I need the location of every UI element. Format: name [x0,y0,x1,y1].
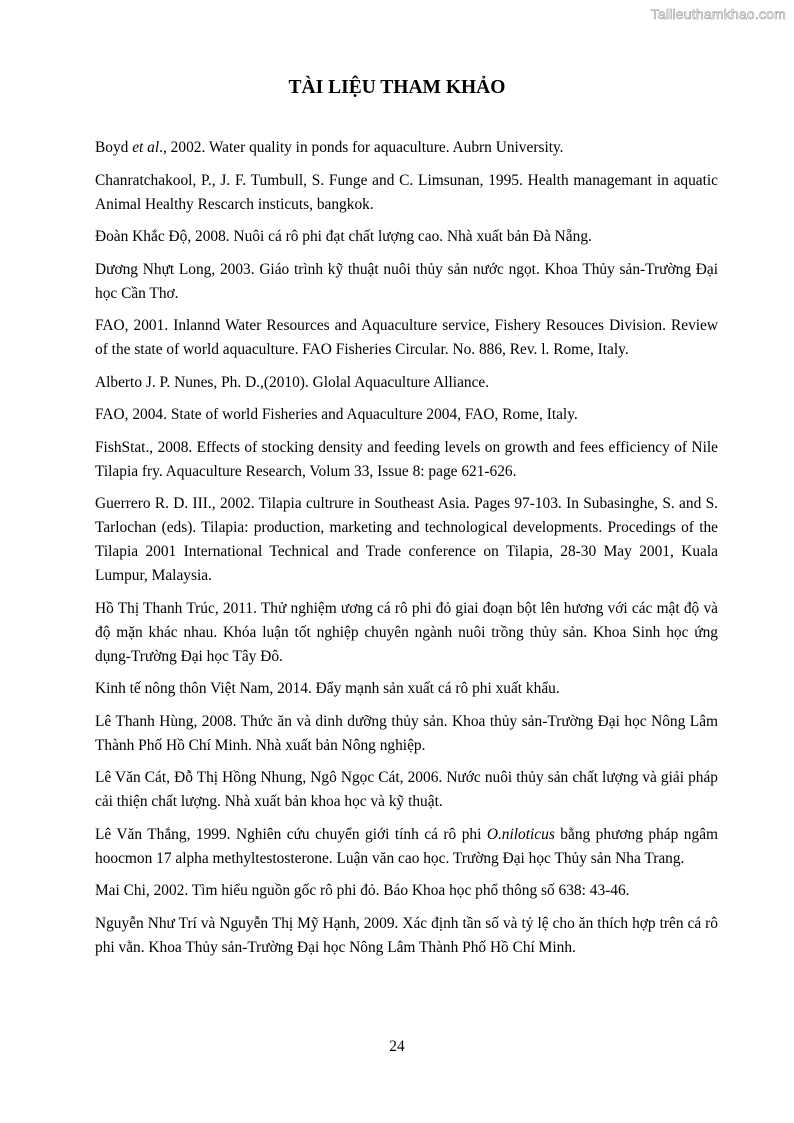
reference-text: Chanratchakool, P., J. F. Tumbull, S. Funge and C. Limsunan, 1995. Health managemant in aquatic Animal Healthy Rescarch insticuts, bangkok. [95,171,718,213]
reference-item [95,492,718,588]
reference-text: Kinh tế nông thôn Việt Nam, 2014. Đẩy mạnh sản xuất cá rô phi xuất khẩu. [95,680,560,697]
reference-text: Lê Văn Cát, Đỗ Thị Hồng Nhung, Ngô Ngọc Cát, 2006. Nước nuôi thủy sản chất lượng và giải pháp cải thiện chất lượng. Nhà xuất bản khoa học và kỹ thuật. [95,769,718,810]
reference-text: Mai Chi, 2002. Tìm hiểu nguồn gốc rô phi đỏ. Báo Khoa học phổ thông số 638: 43-46. [95,882,630,899]
reference-item [95,912,718,960]
reference-item [95,597,718,669]
reference-text: Boyd [95,139,133,156]
reference-item [95,371,718,395]
reference-text: FAO, 2001. Inlannd Water Resources and Aquaculture service, Fishery Resouces Division. Review of the state of world aquaculture. FAO Fisheries Circular. No. 886, Rev. l. Rome, Italy. [95,317,718,358]
reference-text: FAO, 2004. State of world Fisheries and Aquaculture 2004, FAO, Rome, Italy. [95,406,578,423]
reference-text: Đoàn Khắc Độ, 2008. Nuôi cá rô phi đạt chất lượng cao. Nhà xuất bản Đà Nẵng. [95,228,592,245]
page-number: 24 [389,1038,405,1055]
reference-item [95,879,718,903]
page-title: TÀI LIỆU THAM KHẢO [288,77,506,98]
reference-item [95,677,718,701]
reference-text-end: bằng phương pháp ngâm hoocmon 17 alpha methyltestosterone. Luận văn cao học. Trường Đại học Thủy sản Nha Trang. [95,825,718,867]
reference-text: Hồ Thị Thanh Trúc, 2011. Thử nghiệm ương cá rô phi đỏ giai đoạn bột lên hương với các mật độ và độ mặn khác nhau. Khóa luận tốt nghiệp chuyên ngành nuôi trồng thủy sản. Khoa Sinh học ứng dụng-Trường Đại học Tây Đô. [95,599,718,665]
reference-item [95,766,718,814]
reference-item [95,136,718,160]
reference-item [95,258,718,306]
reference-text: Guerrero R. D. III., 2002. Tilapia cultrure in Southeast Asia. Pages 97-103. In Subasinghe, S. and S. Tarlochan (eds). Tilapia: production, marketing and technological developments. Procedings of the Tilapia 2001 International Technical and Trade conference on Tilapia, 28-30 May 2001, Kuala Lumpur, Malaysia. [95,495,718,584]
reference-list [95,136,718,968]
reference-item [95,436,718,484]
reference-item [95,169,718,217]
reference-text: Nguyễn Như Trí và Nguyễn Thị Mỹ Hạnh, 2009. Xác định tần số và tỷ lệ cho ăn thích hợp trên cá rô phi vằn. Khoa Thủy sản-Trường Đại học Nông Lâm Thành Phố Hồ Chí Minh. [95,914,718,956]
reference-text-end: ., 2002. Water quality in ponds for aquaculture. Aubrn University. [159,139,564,156]
reference-item [95,710,718,758]
reference-italic: O.niloticus [486,825,555,843]
reference-text: Lê Thanh Hùng, 2008. Thức ăn và dinh dưỡng thủy sản. Khoa thủy sản-Trường Đại học Nông Lâm Thành Phố Hồ Chí Minh. Nhà xuất bản Nông nghiệp. [95,712,718,754]
reference-item [95,225,718,249]
reference-item [95,314,718,362]
reference-text: Dương Nhựt Long, 2003. Giáo trình kỹ thuật nuôi thủy sản nước ngọt. Khoa Thủy sản-Trường Đại học Cần Thơ. [95,260,718,302]
reference-italic: et al [132,139,160,156]
reference-text: Lê Văn Thắng, 1999. Nghiên cứu chuyển giới tính cá rô phi [95,825,487,843]
reference-text: Alberto J. P. Nunes, Ph. D.,(2010). Glolal Aquaculture Alliance. [95,373,490,391]
reference-item [95,823,718,871]
reference-item [95,403,718,427]
reference-text: FishStat., 2008. Effects of stocking density and feeding levels on growth and fees efficiency of Nile Tilapia fry. Aquaculture Research, Volum 33, Issue 8: page 621-626. [95,438,718,480]
watermark: Tailieuthamkhao.com [650,6,786,22]
